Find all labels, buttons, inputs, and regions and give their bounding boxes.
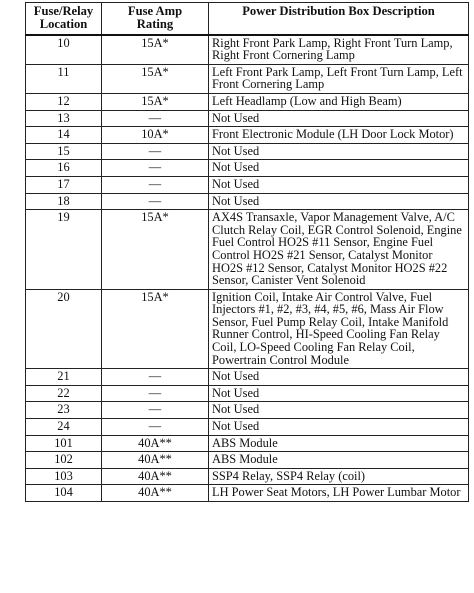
- fuse-rating-cell: —: [102, 419, 209, 436]
- fuse-rating-cell: 15A*: [102, 93, 209, 110]
- fuse-description-cell: Not Used: [209, 402, 469, 419]
- fuse-location-cell: 23: [26, 402, 102, 419]
- header-row: [26, 3, 469, 35]
- fuse-location-cell: 10: [26, 35, 102, 65]
- header-description: Power Distribution Box Description: [209, 3, 469, 35]
- fuse-rating-cell: —: [102, 176, 209, 193]
- fuse-location-cell: 103: [26, 468, 102, 485]
- fuse-rating-cell: —: [102, 193, 209, 210]
- fuse-description-cell: Not Used: [209, 110, 469, 127]
- fuse-description-cell: SSP4 Relay, SSP4 Relay (coil): [209, 468, 469, 485]
- fuse-rating-cell: 40A**: [102, 485, 209, 502]
- header-rating-line1: Fuse Amp: [127, 4, 183, 18]
- fuse-description-cell: Not Used: [209, 419, 469, 436]
- fuse-description-cell: Not Used: [209, 193, 469, 210]
- fuse-rating-cell: —: [102, 402, 209, 419]
- table-row: [26, 160, 469, 177]
- fuse-rating-cell: —: [102, 385, 209, 402]
- table-row: [26, 64, 469, 93]
- fuse-description-cell: Not Used: [209, 160, 469, 177]
- fuse-rating-cell: 10A*: [102, 127, 209, 144]
- fuse-description-cell: Left Headlamp (Low and High Beam): [209, 93, 469, 110]
- fuse-rating-cell: 40A**: [102, 452, 209, 469]
- document-page: [2, 2, 472, 502]
- fuse-location-cell: 20: [26, 289, 102, 369]
- table-row: [26, 485, 469, 502]
- fuse-rating-cell: 15A*: [102, 289, 209, 369]
- header-rating-line2: Rating: [136, 16, 174, 31]
- fuse-description-cell: Not Used: [209, 143, 469, 160]
- fuse-description-cell: Not Used: [209, 385, 469, 402]
- fuse-description-cell: Not Used: [209, 176, 469, 193]
- fuse-location-cell: 21: [26, 369, 102, 386]
- fuse-description-cell: Left Front Park Lamp, Left Front Turn Lamp, Left Front Cornering Lamp: [209, 64, 469, 93]
- table-row: [26, 193, 469, 210]
- table-row: [26, 93, 469, 110]
- table-row: [26, 468, 469, 485]
- fuse-rating-cell: —: [102, 160, 209, 177]
- fuse-rating-cell: 15A*: [102, 35, 209, 65]
- fuse-location-cell: 16: [26, 160, 102, 177]
- fuse-description-cell: Not Used: [209, 369, 469, 386]
- fuse-rating-cell: 15A*: [102, 64, 209, 93]
- table-row: [26, 143, 469, 160]
- table-row: [26, 385, 469, 402]
- table-row: [26, 210, 469, 290]
- fuse-description-cell: Front Electronic Module (LH Door Lock Motor): [209, 127, 469, 144]
- fuse-description-cell: Ignition Coil, Intake Air Control Valve, Fuel Injectors #1, #2, #3, #4, #5, #6, Mass Air Flow Sensor, Fuel Pump Relay Coil, Intake Manifold Runner Control, HI-Speed Cooling Fan Relay Coil, LO-Speed Cooling Fan Relay Coil, Powertrain Control Module: [209, 289, 469, 369]
- table-row: [26, 369, 469, 386]
- fuse-table: [25, 2, 469, 502]
- fuse-description-cell: ABS Module: [209, 435, 469, 452]
- table-body: [26, 35, 469, 502]
- fuse-rating-cell: —: [102, 369, 209, 386]
- fuse-location-cell: 17: [26, 176, 102, 193]
- table-row: [26, 435, 469, 452]
- table-header: [26, 3, 469, 35]
- table-row: [26, 176, 469, 193]
- fuse-description-cell: Right Front Park Lamp, Right Front Turn Lamp, Right Front Cornering Lamp: [209, 35, 469, 65]
- fuse-location-cell: 24: [26, 419, 102, 436]
- table-row: [26, 419, 469, 436]
- fuse-location-cell: 102: [26, 452, 102, 469]
- table-row: [26, 127, 469, 144]
- header-location-line1: Fuse/Relay: [33, 4, 94, 18]
- fuse-location-cell: 15: [26, 143, 102, 160]
- fuse-rating-cell: 15A*: [102, 210, 209, 290]
- table-row: [26, 402, 469, 419]
- fuse-description-cell: ABS Module: [209, 452, 469, 469]
- header-rating: [102, 3, 209, 35]
- fuse-location-cell: 22: [26, 385, 102, 402]
- fuse-rating-cell: —: [102, 110, 209, 127]
- fuse-location-cell: 104: [26, 485, 102, 502]
- fuse-location-cell: 101: [26, 435, 102, 452]
- table-row: [26, 289, 469, 369]
- fuse-rating-cell: 40A**: [102, 468, 209, 485]
- table-row: [26, 452, 469, 469]
- fuse-location-cell: 19: [26, 210, 102, 290]
- fuse-location-cell: 13: [26, 110, 102, 127]
- table-row: [26, 110, 469, 127]
- fuse-rating-cell: —: [102, 143, 209, 160]
- header-location: [26, 3, 102, 35]
- fuse-location-cell: 18: [26, 193, 102, 210]
- fuse-description-cell: LH Power Seat Motors, LH Power Lumbar Motor: [209, 485, 469, 502]
- fuse-location-cell: 14: [26, 127, 102, 144]
- header-location-line2: Location: [39, 16, 88, 31]
- fuse-description-cell: AX4S Transaxle, Vapor Management Valve, A/C Clutch Relay Coil, EGR Control Solenoid, Engine Fuel Control HO2S #11 Sensor, Engine Fuel Control HO2S #21 Sensor, Catalyst Monitor HO2S #12 Sensor, Catalyst Monitor HO2S #22 Sensor, Canister Vent Solenoid: [209, 210, 469, 290]
- fuse-location-cell: 11: [26, 64, 102, 93]
- table-row: [26, 35, 469, 65]
- fuse-location-cell: 12: [26, 93, 102, 110]
- fuse-rating-cell: 40A**: [102, 435, 209, 452]
